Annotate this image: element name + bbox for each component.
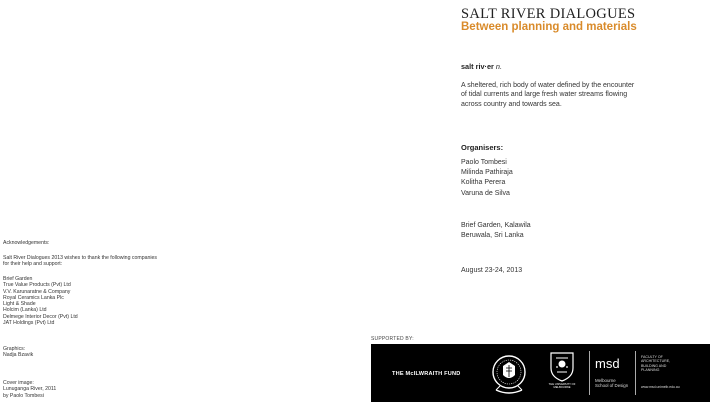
location-line: Brief Garden, Kalawila [461, 222, 531, 229]
term-definition: A sheltered, rich body of water defined by the encounter of tidal currents and large fresh water streams flowing across country and towards sea. [461, 82, 635, 108]
company-item: True Value Products (Pvt) Ltd [3, 282, 71, 289]
unimelb-crest-icon [547, 350, 577, 382]
company-item: Light & Shade [3, 301, 36, 308]
ack-line: for their help and support: [3, 261, 63, 268]
term-part-of-speech: n. [495, 62, 502, 71]
company-item: Royal Ceramics Lanka Plc [3, 294, 64, 301]
location-line: Beruwala, Sri Lanka [461, 232, 524, 240]
company-item: Holcim (Lanka) Ltd [3, 307, 47, 314]
event-location [461, 221, 531, 241]
msd-logo: msd [595, 356, 620, 371]
company-item: Delmege Interior Decor (Pvt) Ltd [3, 313, 78, 320]
dictionary-term [461, 62, 502, 71]
faculty-line: FACULTY OF [641, 355, 663, 359]
msd-subtitle [595, 378, 628, 389]
page-subtitle: Between planning and materials [461, 21, 637, 33]
sponsor-logo-bar [371, 344, 710, 402]
cover-label: Cover image: [3, 380, 34, 386]
crest-logo-icon [489, 350, 529, 398]
faculty-line: ARCHITECTURE, [641, 359, 671, 364]
organiser-name: Kolitha Perera [461, 179, 506, 187]
sponsor-company-list [3, 276, 78, 326]
organiser-name: Paolo Tombesi [461, 159, 507, 166]
faculty-line: BUILDING AND [641, 363, 667, 368]
logo-divider [635, 351, 636, 395]
faculty-name [641, 355, 670, 372]
mcilwraith-fund-logo: THE McILWRAITH FUND [392, 371, 461, 377]
graphics-credit [3, 346, 33, 359]
cover-author: by Paolo Tombesi [3, 392, 44, 399]
page-title: SALT RIVER DIALOGUES [461, 6, 636, 22]
logo-divider [589, 351, 590, 395]
company-item: V.V. Karunaratne & Company [3, 288, 71, 295]
cover-title: Lunuganga River, 2011 [3, 386, 57, 393]
term-word: salt riv·er [461, 62, 494, 71]
msd-subtitle-line: Melbourne [595, 378, 616, 383]
organiser-name: Milinda Pathiraja [461, 169, 513, 177]
organiser-name: Varuna de Silva [461, 189, 510, 197]
supported-by-label: SUPPORTED BY: [371, 336, 414, 342]
msd-subtitle-line: School of Design [595, 383, 629, 389]
faculty-line: PLANNING [641, 367, 660, 372]
website-url: www.msd.unimelb.edu.au [641, 385, 680, 389]
cover-credit [3, 380, 56, 399]
acknowledgements-heading: Acknowledgements: [3, 240, 50, 246]
organisers-list [461, 158, 513, 199]
acknowledgements-text [3, 255, 157, 268]
unimelb-wordmark: THE UNIVERSITY OF MELBOURNE [548, 383, 576, 390]
graphics-label: Graphics: [3, 346, 26, 352]
company-item: Brief Garden [3, 276, 33, 282]
company-item: JAT Holdings (Pvt) Ltd [3, 320, 55, 327]
ack-line: Salt River Dialogues 2013 wishes to thank the following companies [3, 255, 157, 261]
event-date: August 23-24, 2013 [461, 267, 523, 274]
organisers-heading: Organisers: [461, 143, 504, 152]
graphics-name: Nadja Bzavik [3, 352, 34, 359]
